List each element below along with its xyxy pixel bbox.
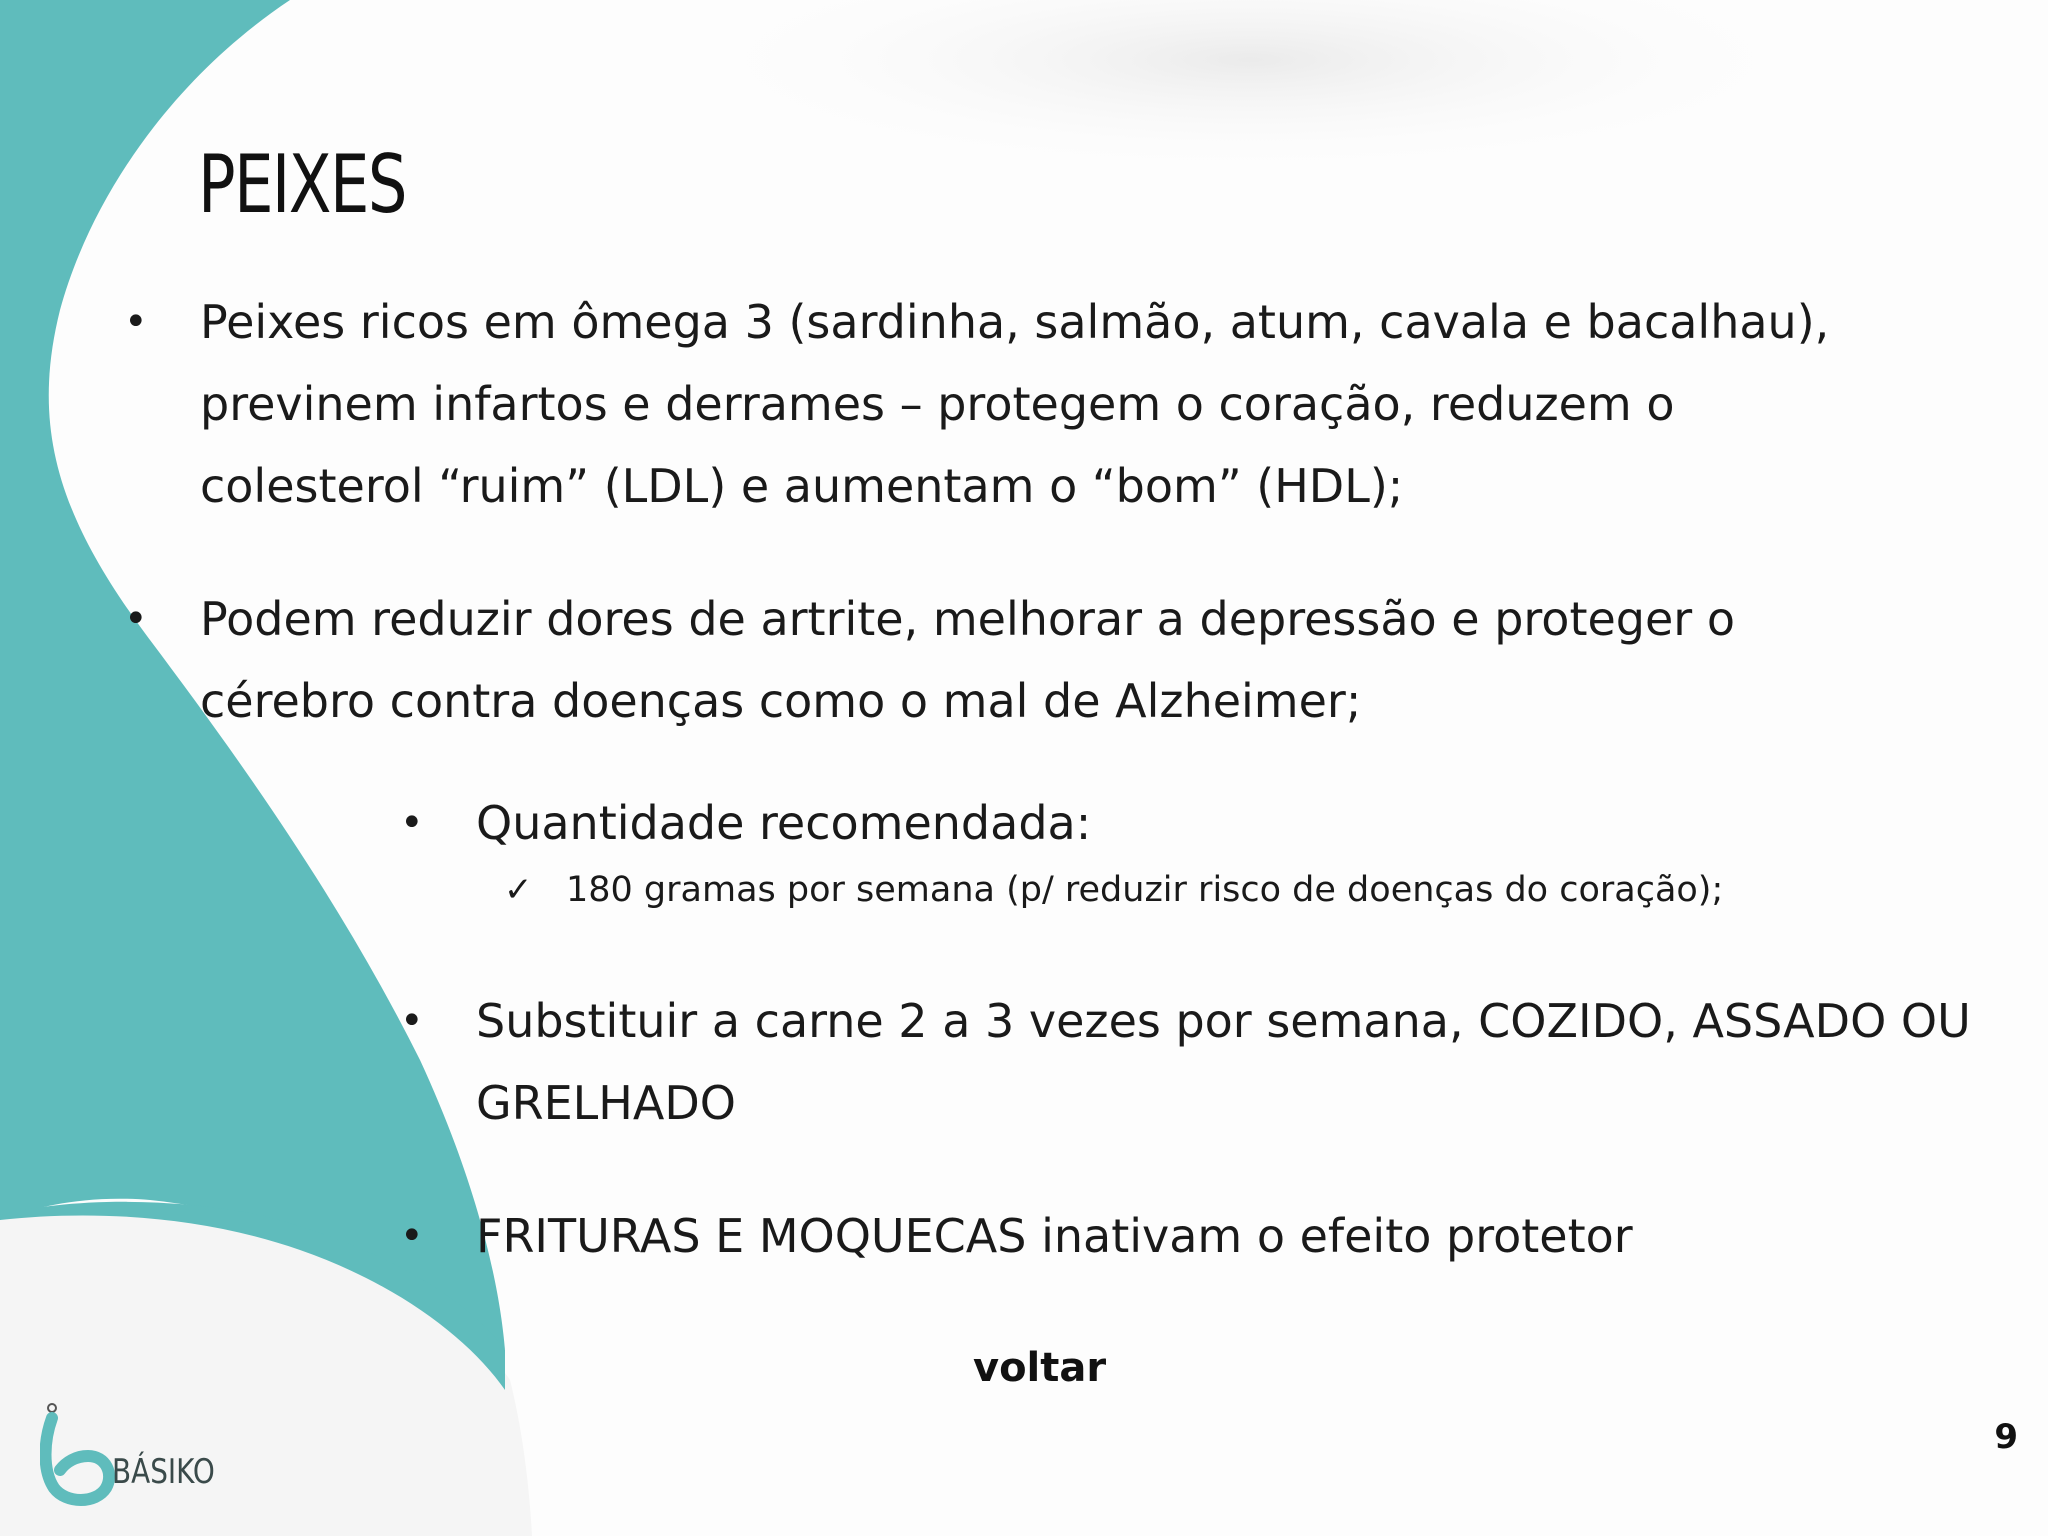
bullet-dot: • <box>400 800 424 846</box>
page-number: 9 <box>1994 1417 2018 1457</box>
bullet-frying-warning <box>400 1195 1976 1277</box>
logo-text: BÁSIKO <box>112 1452 215 1492</box>
bullet-dot: • <box>400 1213 424 1259</box>
bullet-dot: • <box>124 596 148 642</box>
slide-title: PEIXES <box>198 138 406 231</box>
bullet-line: cérebro contra doenças como o mal de Alzheimer; <box>200 674 1362 728</box>
bullet-line: Podem reduzir dores de artrite, melhorar a depressão e proteger o <box>200 592 1735 646</box>
bullet-line: GRELHADO <box>476 1076 736 1130</box>
bullet-line: 180 gramas por semana (p/ reduzir risco de doenças do coração); <box>566 870 1724 910</box>
back-link[interactable]: voltar <box>973 1345 1107 1391</box>
bullet-substitute-meat <box>400 980 1996 1144</box>
bullet-line: Quantidade recomendada: <box>476 796 1092 850</box>
bullet-line: Peixes ricos em ômega 3 (sardinha, salmão, atum, cavala e bacalhau), <box>200 295 1830 349</box>
bullet-dot: • <box>400 998 424 1044</box>
bullet-line: previnem infartos e derrames – protegem o coração, reduzem o <box>200 377 1675 431</box>
bullet-recommended-quantity <box>400 782 1976 864</box>
bullet-omega3 <box>124 281 1850 527</box>
bullet-dot: • <box>124 299 148 345</box>
bullet-line: colesterol “ruim” (LDL) e aumentam o “bom” (HDL); <box>200 459 1404 513</box>
bullet-line: Substituir a carne 2 a 3 vezes por semana, COZIDO, ASSADO OU <box>476 994 1971 1048</box>
checklist-item-180g <box>504 860 1966 920</box>
bullet-line: FRITURAS E MOQUECAS inativam o efeito protetor <box>476 1209 1633 1263</box>
bullet-benefits <box>124 578 1850 742</box>
check-icon: ✓ <box>504 870 533 910</box>
